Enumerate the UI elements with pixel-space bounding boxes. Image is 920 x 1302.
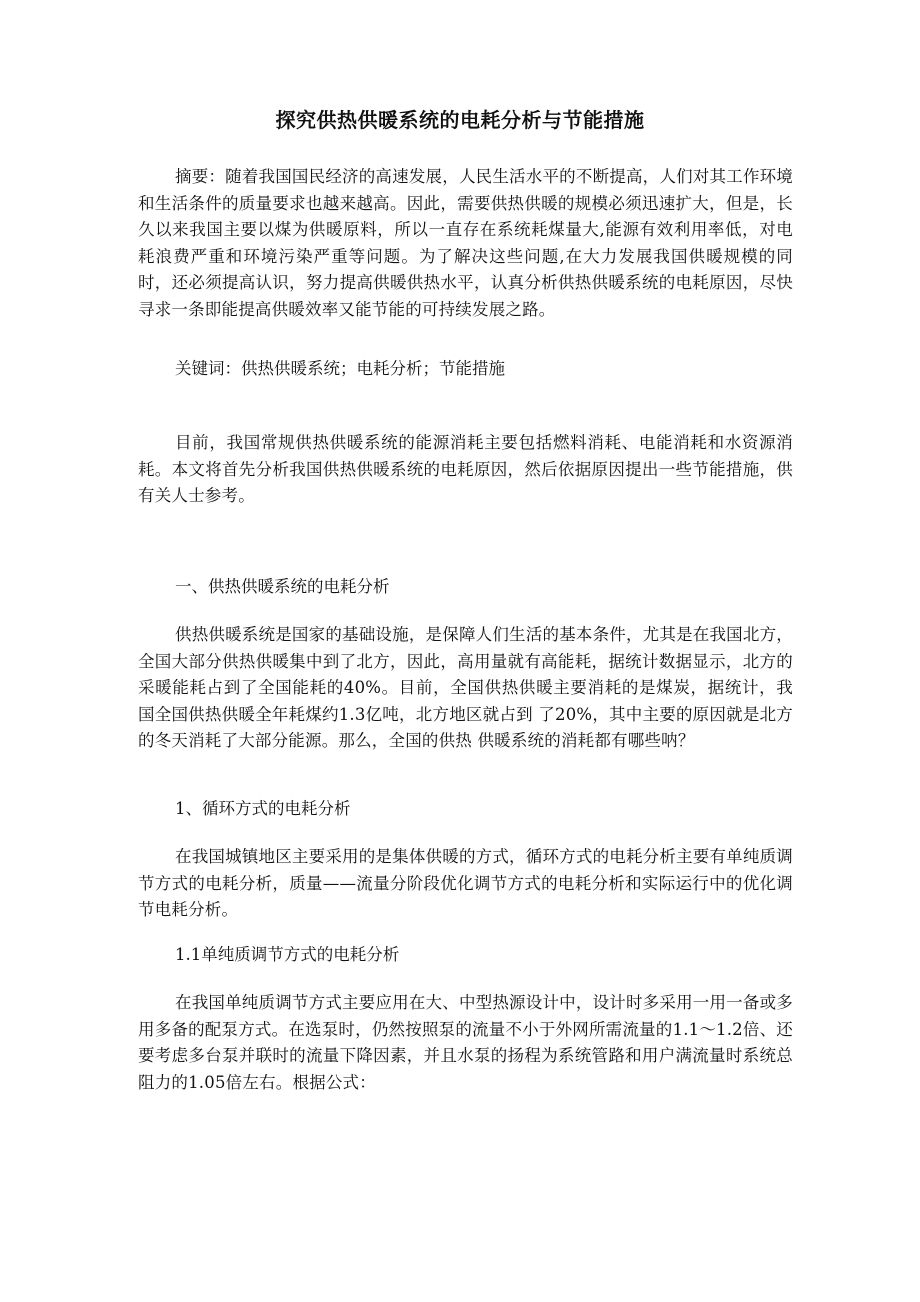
- keywords-line: 关键词：供热供暖系统；电耗分析；节能措施: [175, 359, 505, 378]
- subsection-1-1-paragraph: 在我国单纯质调节方式主要应用在大、中型热源设计中，设计时多采用一用一备或多用多备的配泵方式。在选泵时，仍然按照泵的流量不小于外网所需流量的1.1〜1.2倍、还要考虑多台泵并联时的流量下降因素，并且水泵的扬程为系统管路和用户满流量时系统总阻力的1.05倍左右。根据公式：: [138, 993, 793, 1092]
- abstract-paragraph: 摘要：随着我国国民经济的高速发展，人民生活水平的不断提高，人们对其工作环境和生活条件的质量要求也越来越高。因此，需要供热供暖的规模必须迅速扩大，但是，长久以来我国主要以煤为供暖原料，所以一直存在系统耗煤量大,能源有效利用率低，对电耗浪费严重和环境污染严重等问题。为了解决这些问题,在大力发展我国供暖规模的同时，还必须提高认识，努力提高供暖供热水平，认真分析供热供暖系统的电耗原因，尽快寻求一条即能提高供暖效率又能节能的可持续发展之路。: [138, 167, 793, 319]
- subsection-1-heading: 1、循环方式的电耗分析: [175, 799, 351, 818]
- document-title: 探究供热供暖系统的电耗分析与节能措施: [275, 108, 645, 132]
- section-1-paragraph: 供热供暖系统是国家的基础设施，是保障人们生活的基本条件，尤其是在我国北方，全国大部分供热供暖集中到了北方，因此，高用量就有高能耗，据统计数据显示，北方的采暖能耗占到了全国能耗的40%。目前，全国供热供暖主要消耗的是煤炭，据统计，我国全国供热供暖全年耗煤约1.3亿吨，北方地区就占到 了20%，其中主要的原因就是北方的冬天消耗了大部分能源。那么，全国的供热 供暖系统的消耗都有哪些呐？: [138, 625, 793, 750]
- intro-paragraph: 目前，我国常规供热供暖系统的能源消耗主要包括燃料消耗、电能消耗和水资源消耗。本文将首先分析我国供热供暖系统的电耗原因，然后依据原因提出一些节能措施，供有关人士参考。: [138, 433, 793, 505]
- subsection-1-1-heading: 1.1单纯质调节方式的电耗分析: [175, 945, 400, 964]
- section-1-heading: 一、供热供暖系统的电耗分析: [175, 577, 390, 596]
- subsection-1-paragraph: 在我国城镇地区主要采用的是集体供暖的方式，循环方式的电耗分析主要有单纯质调节方式的电耗分析，质量——流量分阶段优化调节方式的电耗分析和实际运行中的优化调节电耗分析。: [138, 847, 793, 919]
